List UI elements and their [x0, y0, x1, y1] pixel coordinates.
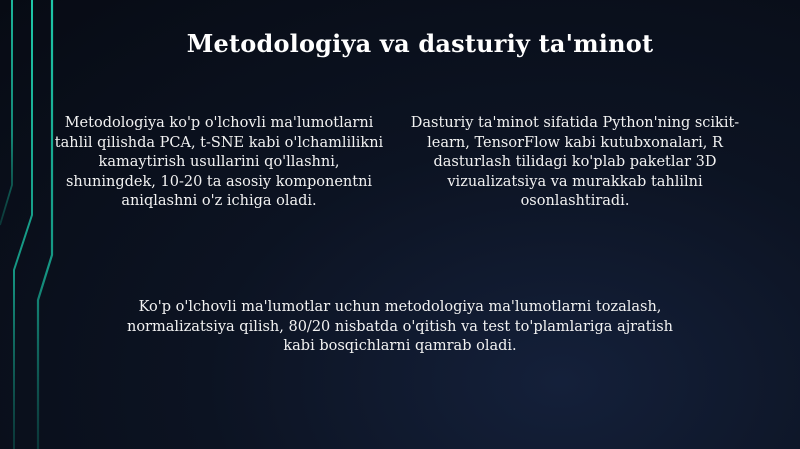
summary-paragraph: Ko'p o'lchovli ma'lumotlar uchun metodologiya ma'lumotlarni tozalash, normalizatsiya qilish, 80/20 nisbatda o'qitish va test to'plamlariga ajratish kabi bosqichlarni qamrab oladi. [126, 299, 674, 354]
accent-line-inner [0, 0, 12, 225]
methodology-paragraph: Metodologiya ko'p o'lchovli ma'lumotlarni tahlil qilishda PCA, t-SNE kabi o'lchamlilikni kamaytirish usullarini qo'llashni, shuningdek, 10-20 ta asosiy komponentni aniqlashni o'z ichiga oladi. [54, 115, 384, 209]
accent-line-outer [38, 0, 52, 449]
accent-line-middle [14, 0, 32, 449]
slide-title: Metodologiya va dasturiy ta'minot [186, 29, 654, 58]
decorative-accent-lines [0, 0, 70, 449]
software-paragraph: Dasturiy ta'minot sifatida Python'ning scikit-learn, TensorFlow kabi kutubxonalari, R dasturlash tilidagi ko'plab paketlar 3D vizualizatsiya va murakkab tahlilni osonlashtiradi. [410, 115, 740, 209]
